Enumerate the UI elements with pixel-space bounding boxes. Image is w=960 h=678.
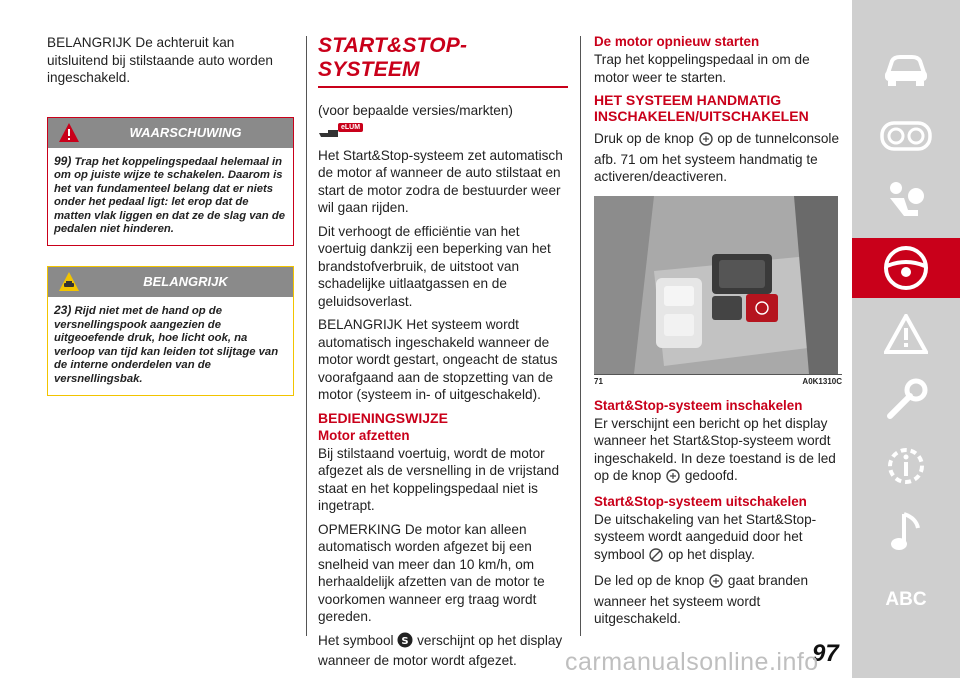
tunnel-console-illustration xyxy=(594,196,838,374)
important-box xyxy=(47,266,294,396)
gauges-icon xyxy=(880,121,932,151)
figure-number: 71 xyxy=(594,376,603,386)
col3-paragraph-3-end: gedoofd. xyxy=(684,468,738,483)
important-header xyxy=(48,267,293,297)
watermark: carmanualsonline.info xyxy=(565,648,819,676)
col3-paragraph-4-end: op het display. xyxy=(668,546,755,562)
important-text: Rijd niet met de hand op de versnellingspook aangezien de uitgeoefende druk, hoe licht ook, na verloop van tijd kan leiden tot slijtage van de interne onderdelen van de versnellingsbak. xyxy=(54,305,279,386)
heading-motor-opnieuw: De motor opnieuw starten xyxy=(594,34,760,49)
music-note-icon xyxy=(888,510,924,554)
col3-paragraph-1: Trap het koppelingspedaal in om de motor weer te starten. xyxy=(594,52,810,85)
col3-paragraph-5-start: De led op de knop xyxy=(594,573,705,588)
startstop-button-icon xyxy=(665,469,681,488)
page-number: 97 xyxy=(812,640,839,667)
warning-heading: WAARSCHUWING xyxy=(129,124,242,140)
paragraph-6-end: verschijnt op het display wanneer de motor wordt afgezet. xyxy=(318,632,563,668)
paragraph-6 xyxy=(318,632,568,670)
paragraph-2: Dit verhoogt de efficiëntie van het voertuig dankzij een beperking van het brandstofverbruik, de uitstoot van schadelijke uitlaatgassen en de geluidsoverlast. xyxy=(318,223,551,309)
versions-note: (voor bepaalde versies/markten) xyxy=(318,103,513,118)
gear-info-icon xyxy=(884,444,928,488)
column-middle xyxy=(318,34,568,676)
col3-paragraph-2-end: op de tunnelconsole afb. 71 om het systeem handmatig te activeren/deactiveren. xyxy=(594,131,839,184)
elum-badge: eLUM xyxy=(338,123,363,132)
col3-paragraph-2 xyxy=(594,130,842,186)
startstop-off-symbol-icon xyxy=(648,548,664,567)
column-left xyxy=(47,34,294,396)
startstop-button-icon xyxy=(708,574,724,593)
sidebar-item-multimedia[interactable] xyxy=(852,502,960,562)
section-title: START&STOP-SYSTEEM xyxy=(318,34,568,88)
col3-paragraph-4-start: De uitschakeling van het Start&Stop-systeem wordt aangeduid door het symbool xyxy=(594,511,817,562)
warning-header xyxy=(48,118,293,148)
figure-caption xyxy=(594,374,842,386)
heading-motor-afzetten: Motor afzetten xyxy=(318,427,410,443)
col3-paragraph-4 xyxy=(594,511,842,567)
sidebar-item-gauges[interactable] xyxy=(852,106,960,166)
sidebar-item-driving[interactable] xyxy=(852,238,960,298)
col3-paragraph-3-start: Er verschijnt een bericht op het display wanneer het Start&Stop-systeem wordt ingeschakeld. In deze toestand is de led op de knop xyxy=(594,415,836,483)
figure-code: A0K1310C xyxy=(802,376,842,386)
paragraph-1: Het Start&Stop-systeem zet automatisch de motor af wanneer de auto stilstaat en start de motor zodra de bestuurder weer wil gaan rijden. xyxy=(318,147,563,215)
warning-text: Trap het koppelingspedaal helemaal in om op juiste wijze te schakelen. Daarom is het van fundamenteel belang dat er niets onder het pedaal ligt: let erop dat de matten vlak liggen en dat ze de slag van de pedalen niet hinderen. xyxy=(54,155,286,236)
car-caution-icon xyxy=(58,271,80,304)
index-abc-label: ABC xyxy=(885,589,927,610)
col3-paragraph-5-end: gaat branden wanneer het systeem wordt uitgeschakeld. xyxy=(594,573,809,626)
steering-wheel-icon xyxy=(882,244,930,292)
paragraph-3: BELANGRIJK Het systeem wordt automatisch ingeschakeld wanneer de motor wordt gestart, ongeacht de status voorafgaand aan de stopzetting van de motor (systeem in- of uitgeschakeld). xyxy=(318,317,558,402)
column-divider-2 xyxy=(580,36,581,636)
startstop-button-icon xyxy=(698,132,714,151)
paragraph-4: Bij stilstaand voertuig, wordt de motor afgezet als de versnelling in de vrijstand staat en het koppelingspedaal niet is ingetrapt. xyxy=(318,445,560,513)
sidebar-item-maintenance[interactable] xyxy=(852,370,960,430)
version-badge xyxy=(318,123,363,141)
sidebar-item-specs[interactable] xyxy=(852,436,960,496)
hand-pointer-icon xyxy=(318,125,340,139)
heading-inschakelen: Start&Stop-systeem inschakelen xyxy=(594,397,803,413)
paragraph-5: OPMERKING De motor kan alleen automatisch worden afgezet bij een snelheid van meer dan 10 km/h, om herhaaldelijk afzetten van de motor te voorkomen wanneer erg traag wordt gereden. xyxy=(318,521,545,624)
warning-body xyxy=(48,148,293,246)
heading-uitschakelen: Start&Stop-systeem uitschakelen xyxy=(594,493,807,509)
sidebar-item-car[interactable] xyxy=(852,40,960,100)
col3-paragraph-3 xyxy=(594,415,842,488)
car-icon xyxy=(882,53,930,87)
sidebar-item-safety[interactable] xyxy=(852,172,960,232)
figure-tunnel-console xyxy=(594,196,838,374)
important-heading: BELANGRIJK xyxy=(143,274,228,290)
airbag-person-icon xyxy=(884,180,928,224)
warning-box xyxy=(47,117,294,247)
heading-bedieningswijze: BEDIENINGSWIJZE xyxy=(318,409,448,426)
paragraph-6-start: Het symbool xyxy=(318,632,394,648)
column-right xyxy=(594,34,842,634)
intro-text: BELANGRIJK De achteruit kan uitsluitend bij stilstaande auto worden ingeschakeld. xyxy=(47,35,273,85)
svg-text:S: S xyxy=(401,635,409,647)
important-number: 23) xyxy=(54,303,72,318)
chapter-sidebar xyxy=(852,0,960,678)
startstop-symbol-icon xyxy=(397,632,413,653)
col3-paragraph-2-start: Druk op de knop xyxy=(594,131,694,146)
warning-triangle-icon xyxy=(58,122,80,155)
sidebar-item-warnings[interactable] xyxy=(852,304,960,364)
col3-paragraph-5 xyxy=(594,572,842,628)
heading-handmatig: HET SYSTEEM HANDMATIG INSCHAKELEN/UITSCHAKELEN xyxy=(594,92,809,124)
warning-triangle-icon xyxy=(884,314,928,354)
wrench-icon xyxy=(884,378,928,422)
warning-number: 99) xyxy=(54,153,72,168)
important-body xyxy=(48,297,293,395)
column-divider-1 xyxy=(306,36,307,636)
sidebar-item-index[interactable] xyxy=(852,570,960,630)
